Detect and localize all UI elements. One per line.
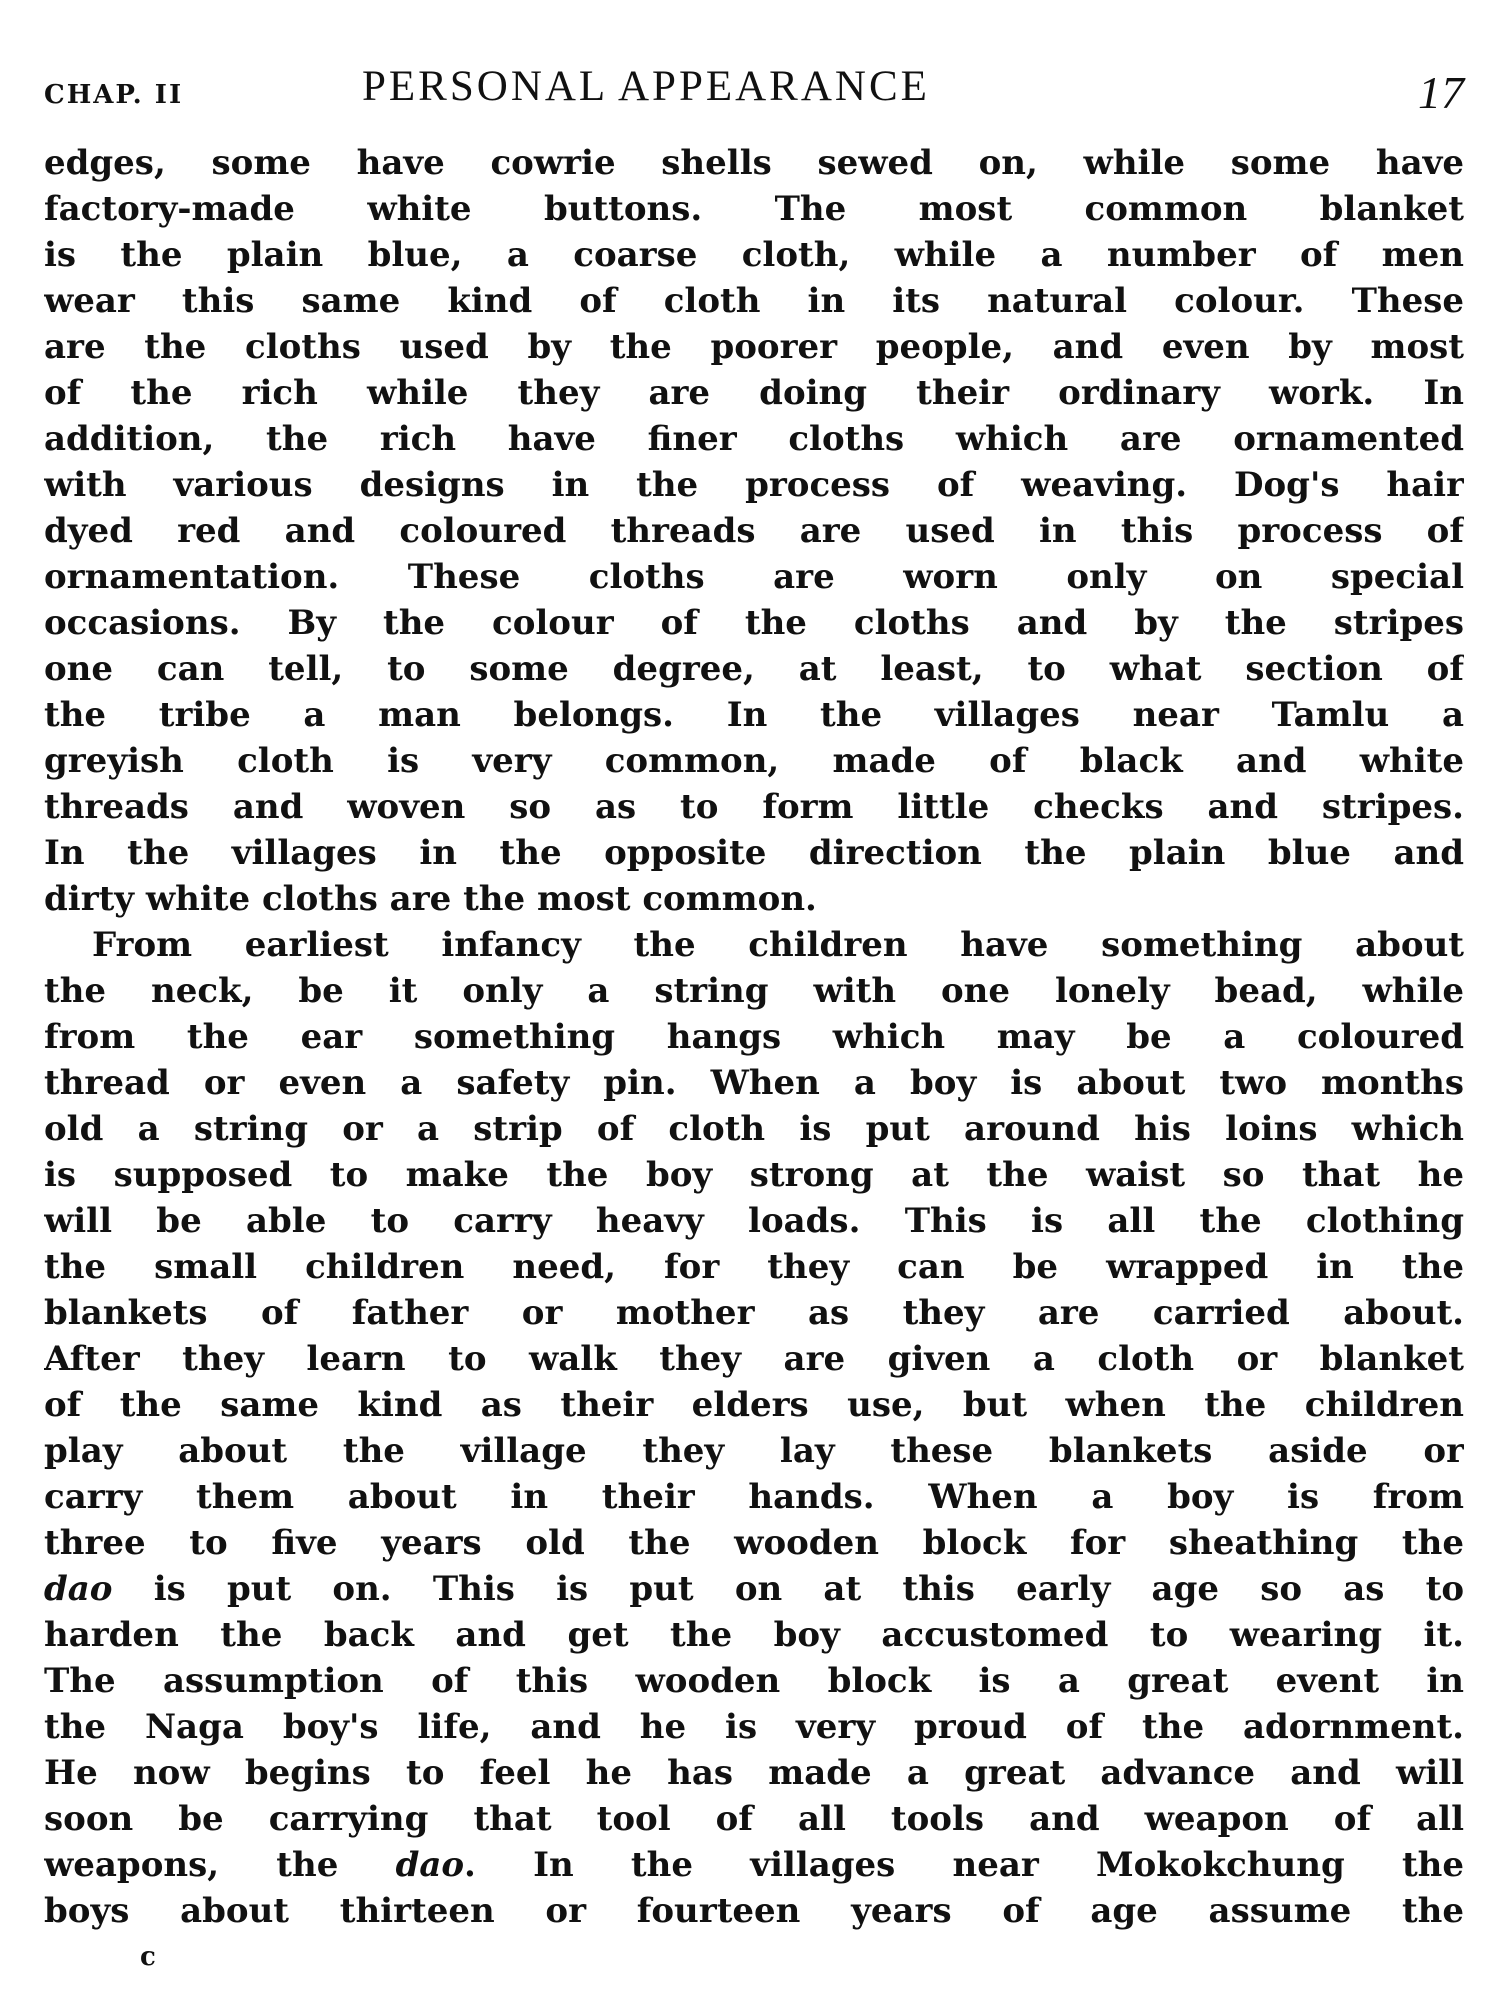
text-line: From earliest infancy the children have something about [92, 925, 1464, 965]
text-line: wear this same kind of cloth in its natural colour. These [44, 281, 1464, 321]
text-line: with various designs in the process of weaving. Dog's hair [44, 465, 1464, 505]
paragraph-2 [44, 922, 1464, 1934]
text-line: dirty white cloths are the most common. [44, 879, 817, 919]
text-line: In the villages in the opposite direction the plain blue and [44, 833, 1464, 873]
text-line: play about the village they lay these blankets aside or [44, 1431, 1464, 1471]
text-line: boys about thirteen or fourteen years of age assume the [44, 1891, 1464, 1931]
text-line: weapons, the dao. In the villages near Mokokchung the [44, 1845, 1464, 1885]
text-line: of the rich while they are doing their ordinary work. In [44, 373, 1464, 413]
text-line: old a string or a strip of cloth is put around his loins which [44, 1109, 1464, 1149]
text-line: blankets of father or mother as they are carried about. [44, 1293, 1464, 1333]
text-line: addition, the rich have finer cloths which are ornamented [44, 419, 1464, 459]
signature-mark: c [140, 1942, 156, 1972]
text-line: The assumption of this wooden block is a great event in [44, 1661, 1464, 1701]
body-text [44, 140, 1464, 1934]
text-line: edges, some have cowrie shells sewed on, while some have [44, 143, 1464, 183]
text-line: ornamentation. These cloths are worn only on special [44, 557, 1464, 597]
italic-term: dao [44, 1569, 113, 1609]
text-line: He now begins to feel he has made a great advance and will [44, 1753, 1464, 1793]
page-title: PERSONAL APPEARANCE [362, 63, 930, 110]
text-line: three to five years old the wooden block for sheathing the [44, 1523, 1464, 1563]
text-line: will be able to carry heavy loads. This is all the clothing [44, 1201, 1464, 1241]
text-line: occasions. By the colour of the cloths and by the stripes [44, 603, 1464, 643]
text-line: thread or even a safety pin. When a boy is about two months [44, 1063, 1464, 1103]
text-line: is supposed to make the boy strong at the waist so that he [44, 1155, 1464, 1195]
text-line: dyed red and coloured threads are used in this process of [44, 511, 1464, 551]
page-number: 17 [1418, 67, 1464, 118]
text-line: the small children need, for they can be wrapped in the [44, 1247, 1464, 1287]
text-line: carry them about in their hands. When a boy is from [44, 1477, 1464, 1517]
text-line: the neck, be it only a string with one lonely bead, while [44, 971, 1464, 1011]
chapter-label: CHAP. II [44, 80, 184, 110]
italic-term: dao [395, 1845, 465, 1885]
text-line: harden the back and get the boy accustomed to wearing it. [44, 1615, 1464, 1655]
text-line: factory-made white buttons. The most common blanket [44, 189, 1464, 229]
text-line: the Naga boy's life, and he is very proud of the adornment. [44, 1707, 1464, 1747]
text-line: from the ear something hangs which may be a coloured [44, 1017, 1464, 1057]
text-line: are the cloths used by the poorer people, and even by most [44, 327, 1464, 367]
text-line: soon be carrying that tool of all tools and weapon of all [44, 1799, 1464, 1839]
text-line: dao is put on. This is put on at this early age so as to [44, 1569, 1464, 1609]
running-head [44, 62, 1464, 122]
text-line: the tribe a man belongs. In the villages near Tamlu a [44, 695, 1464, 735]
text-line: of the same kind as their elders use, but when the children [44, 1385, 1464, 1425]
text-line: After they learn to walk they are given a cloth or blanket [44, 1339, 1464, 1379]
text-line: greyish cloth is very common, made of black and white [44, 741, 1464, 781]
text-line: threads and woven so as to form little checks and stripes. [44, 787, 1464, 827]
text-line: one can tell, to some degree, at least, to what section of [44, 649, 1464, 689]
paragraph-1 [44, 140, 1464, 922]
text-line: is the plain blue, a coarse cloth, while a number of men [44, 235, 1464, 275]
